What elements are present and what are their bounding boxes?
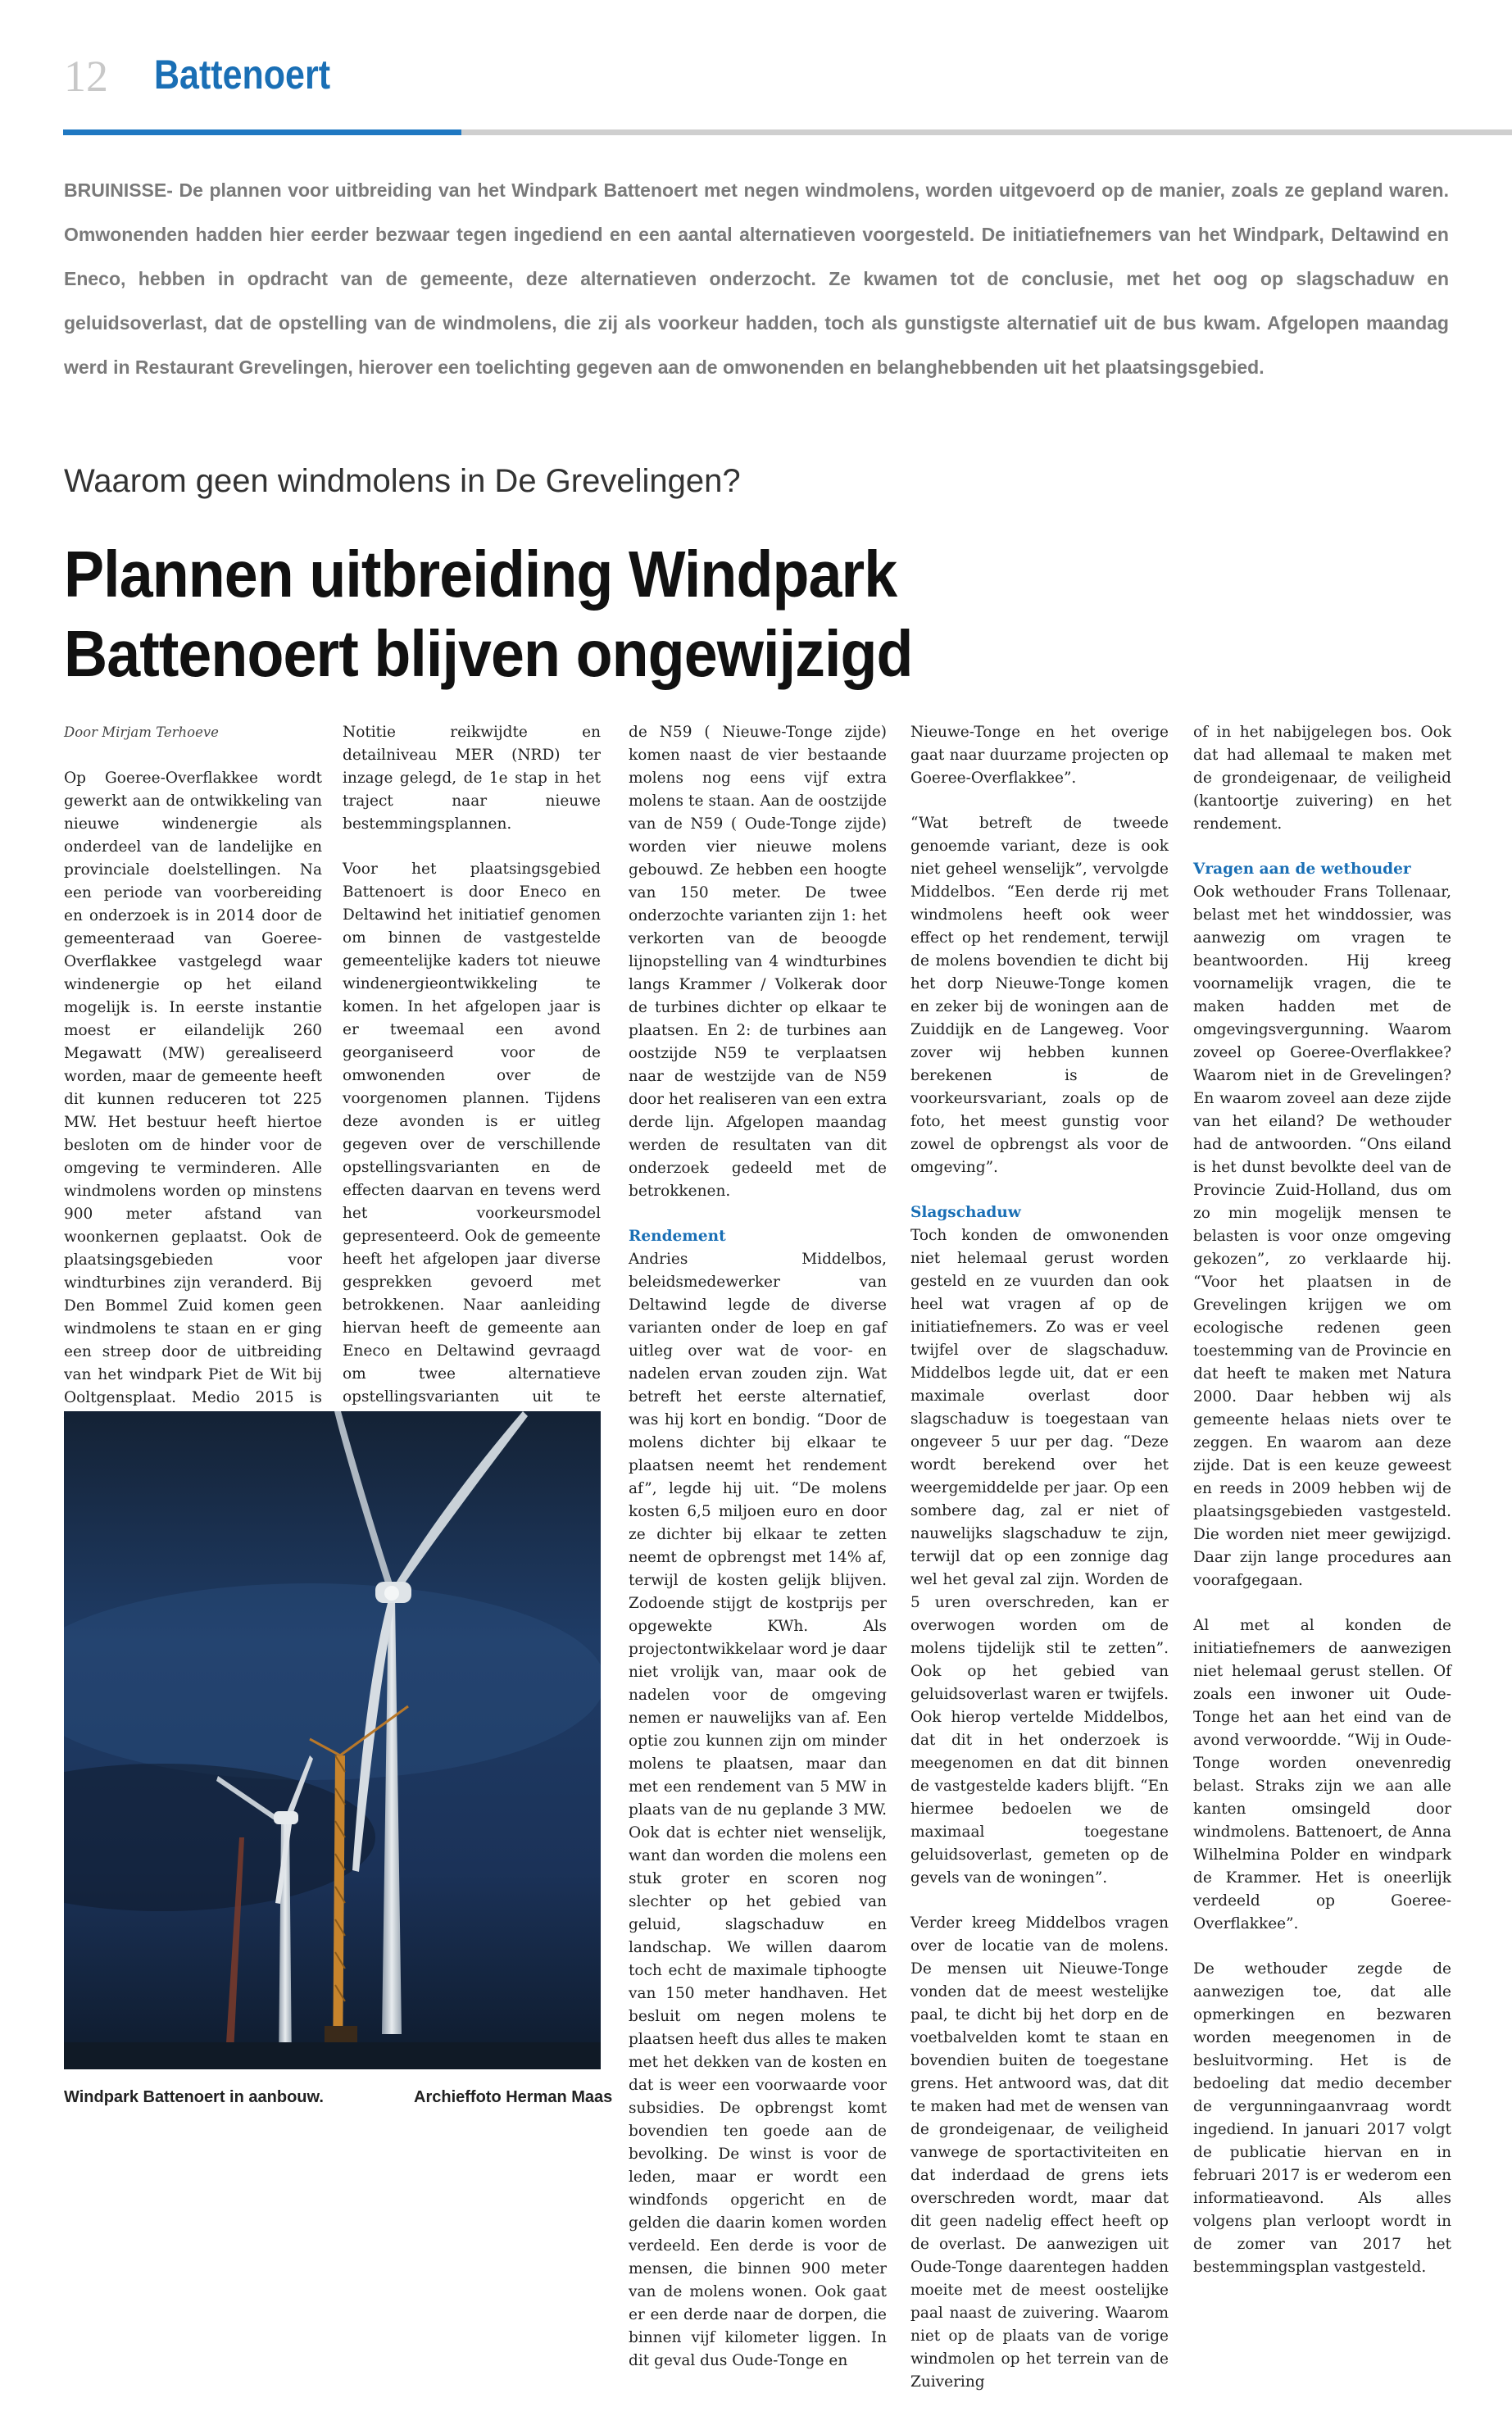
paragraph: Op Goeree-Overflakkee wordt gewerkt aan de ontwikkeling van nieuwe windenergie als onderdeel van de landelijke en provinciale doelstellingen. Na een periode van voorbereiding en onderzoek is in 2014 door de gemeenteraad van Goeree-Overflakkee vastgelegd waar windenergie op het eiland mogelijk is. In eerste instantie moest er eilandelijk 260 Megawatt (MW) gerealiseerd worden, maar de gemeente heeft dit kunnen reduceren tot 225 MW. Het bestuur heeft hiertoe besloten om de hinder voor de omgeving te verminderen. Alle windmolens worden op minstens 900 meter afstand van woonkernen geplaatst. Ook de plaatsingsgebieden voor windturbines zijn veranderd. Bij Den Bommel Zuid komen geen windmolens te staan en er ging een streep door de uitbreiding van het windpark Piet de Wit bij Ooltgensplaat. Medio 2015 is	[64, 770, 322, 1406]
paragraph: Voor het plaatsingsgebied Battenoert is door Eneco en Deltawind het initiatief genomen om binnen de vastgestelde gemeentelijke kaders tot nieuwe windenergieontwikkeling te komen. In het afgelopen jaar is er tweemaal een avond georganiseerd voor de omwonenden over de voorgenomen plannen. Tijdens deze avonden is er uitleg gegeven over de verschillende opstellingsvarianten en de effecten daarvan en tevens werd het voorkeursmodel gepresenteerd. Ook de gemeente heeft het afgelopen jaar diverse gesprekken gevoerd met betrokkenen. Naar aanleiding hiervan heeft de gemeente aan Eneco en Deltawind gevraagd om twee alternatieve opstellingsvarianten uit te	[343, 861, 601, 1406]
header-rule-accent	[63, 129, 461, 135]
subheading-slagschaduw: Slagschaduw	[910, 1204, 1021, 1221]
column-1	[64, 721, 322, 1524]
kicker: Waarom geen windmolens in De Grevelingen?	[64, 463, 741, 499]
paragraph: Al met al konden de initiatiefnemers de aanwezigen niet helemaal gerust stellen. Of zoals een inwoner uit Oude-Tonge het aan het eind van de avond verwoordde. “Wij in Oude-Tonge worden onevenredig belast. Straks zijn we aan alle kanten omsingeld door windmolens. Battenoert, de Anna Wilhelmina Polder en windpark de Krammer. Het is oneerlijk verdeeld op Goeree-Overflakkee”.	[1193, 1617, 1451, 1932]
paragraph: Notitie reikwijdte en detailniveau MER (NRD) ter inzage gelegd, de 1e stap in het traject naar nieuwe bestemmingsplannen.	[343, 724, 601, 833]
paragraph: “Wat betreft de tweede genoemde variant, deze is ook niet geheel wenselijk”, vervolgde Middelbos. “Een derde rij met windmolens heeft ook weer effect op het rendement, terwijl de molens bovendien te dicht bij het dorp Nieuwe-Tonge komen en zeker bij de woningen aan de Zuiddijk en de Langeweg. Voor zover wij hebben kunnen berekenen is de voorkeursvariant, zoals op de foto, het meest gunstig voor zowel de opbrengst als voor de omgeving”.	[910, 815, 1169, 1176]
intro-paragraph: BRUINISSE- De plannen voor uitbreiding van het Windpark Battenoert met negen windmolens, worden uitgevoerd op de manier, zoals ze gepland waren. Omwonenden hadden hier eerder bezwaar tegen ingediend en een aantal alternatieven voorgesteld. De initiatiefnemers van het Windpark, Deltawind en Eneco, hebben in opdracht van de gemeente, deze alternatieven onderzocht. Ze kwamen tot de conclusie, met het oog op slagschaduw en geluidsoverlast, dat de opstelling van de windmolens, die zij als voorkeur hadden, toch als gunstigste alternatief uit de bus kwam. Afgelopen maandag werd in Restaurant Grevelingen, hierover een toelichting gegeven aan de omwonenden en belanghebbenden uit het plaatsingsgebied.	[64, 179, 1449, 378]
photo-caption: Windpark Battenoert in aanbouw.	[64, 2088, 324, 2106]
paragraph: Ook wethouder Frans Tollenaar, belast met het winddossier, was aanwezig om vragen te beantwoorden. Hij kreeg voornamelijk vragen, die te maken hadden met de omgevingsvergunning. Waarom zoveel op Goeree-Overflakkee? Waarom niet in de Grevelingen? En waarom zoveel aan deze zijde van het eiland? De wethouder had de antwoorden. “Ons eiland is het dunst bevolkte deel van de Provincie Zuid-Holland, dus om zo min mogelijk mensen te belasten is voor onze omgeving gekozen”, zo verklaarde hij. “Voor het plaatsen in de Grevelingen krijgen we om ecologische redenen geen toestemming van de Provincie en dat heeft te maken met Natura 2000. Daar hebben wij als gemeente helaas niets over te zeggen. En waarom aan deze zijde. Dat is een keuze geweest en reeds in 2009 hebben wij de plaatsingsgebieden vastgesteld. Die worden niet meer gewijzigd. Daar zijn lange procedures aan voorafgegaan.	[1193, 883, 1451, 1589]
page-number: 12	[64, 52, 108, 101]
column-3	[629, 721, 887, 2395]
headline-line-2: Battenoert blijven ongewijzigd	[64, 617, 913, 690]
paragraph: De wethouder zegde de aanwezigen toe, dat alle opmerkingen en bezwaren worden meegenomen in de besluitvorming. Het is de bedoeling dat medio december de vergunningaanvraag wordt ingediend. In januari 2017 volgt de publicatie hiervan en in februari 2017 is er wederom een informatieavond. Als alles volgens plan verloopt wordt in de zomer van 2017 het bestemmingsplan vastgesteld.	[1193, 1960, 1451, 2276]
subheading-wethouder: Vragen aan de wethouder	[1193, 861, 1411, 878]
headline-line-1: Plannen uitbreiding Windpark	[64, 538, 897, 611]
column-4	[910, 721, 1169, 2416]
paragraph: Toch konden de omwonenden niet helemaal gerust worden gesteld en ze vuurden dan ook heel wat vragen af op de initiatiefnemers. Zo was er veel twijfel over de slagschaduw. Middelbos legde uit, dat er een maximale overlast door slagschaduw is toegestaan van ongeveer 5 uur per dag. “Deze wordt berekend over het weergemiddelde per jaar. Op een sombere dag, zal er niet of nauwelijks slagschaduw te zijn, terwijl dat op een zonnige dag wel het geval zal zijn. Worden de 5 uren overschreden, kan er overwogen worden om de molens tijdelijk stil te zetten”. Ook op het gebied van geluidsoverlast waren er twijfels. Ook hierop vertelde Middelbos, dat dit in het onderzoek is meegenomen en dat dit binnen de vastgestelde kaders blijft. “En hiermee bedoelen we de maximaal toegestane geluidsoverlast, gemeten op de gevels van de woningen”.	[910, 1227, 1169, 1887]
paragraph: Verder kreeg Middelbos vragen over de locatie van de molens. De mensen uit Nieuwe-Tonge vonden dat de meest westelijke paal, te dicht bij het dorp en de voetbalvelden komt te staan en bovendien buiten de toegestane grens. Het antwoord was, dat dit te maken had met de wensen van de grondeigenaar, de veiligheid vanwege de sportactiviteiten en dat inderdaad de grens iets overschreden wordt, maar dat dit geen nadelig effect heeft op de overlast. De aanwezigen uit Oude-Tonge daarentegen hadden moeite met de meest oostelijke paal naast de zuivering. Waarom niet op de plaats van de vorige windmolen op het terrein van de Zuivering	[910, 1914, 1169, 2391]
windpark-photo	[64, 1411, 601, 2069]
section-title: Battenoert	[154, 52, 331, 98]
paragraph: Nieuwe-Tonge en het overige gaat naar duurzame projecten op Goeree-Overflakkee”.	[910, 724, 1169, 787]
paragraph: of in het nabijgelegen bos. Ook dat had allemaal te maken met de grondeigenaar, de veiligheid (kantoortje zuivering) en het rendement.	[1193, 724, 1451, 833]
column-5	[1193, 721, 1451, 2301]
header-rule	[461, 129, 1512, 135]
wind-turbines-illustration	[64, 1411, 601, 2069]
paragraph: de N59 ( Nieuwe-Tonge zijde) komen naast de vier bestaande molens nog eens vijf extra molens te staan. Aan de oostzijde van de N59 ( Oude-Tonge zijde) worden vier nieuwe molens gebouwd. Ze hebben een hoogte van 150 meter. De twee onderzochte varianten zijn 1: het verkorten van de beoogde lijnopstelling van 4 windturbines langs Krammer / Volkerak door de turbines dichter op elkaar te plaatsen. En 2: de turbines aan oostzijde N59 te verplaatsen naar de westzijde van de N59 door het realiseren van een extra derde lijn. Afgelopen maandag werden de resultaten van dit onderzoek gedeeld met de betrokkenen.	[629, 724, 887, 1200]
subheading-rendement: Rendement	[629, 1228, 726, 1245]
paragraph: Andries Middelbos, beleidsmedewerker van Deltawind legde de diverse varianten onder de loep en gaf uitleg over wat de voor- en nadelen ervan zouden zijn. Wat betreft het eerste alternatief, was hij kort en bondig. “Door de molens dichter bij elkaar te plaatsen neemt het rendement af”, legde hij uit. “De molens kosten 6,5 miljoen euro en door ze dichter bij elkaar te zetten neemt de opbrengst met 14% af, terwijl de kosten gelijk blijven. Zodoende stijgt de kostprijs per opgewekte KWh. Als projectontwikkelaar word je daar niet vrolijk van, maar ook de nadelen voor de omgeving nemen er nauwelijks van af. Een optie zou kunnen zijn om minder molens te plaatsen, maar dan met een rendement van 5 MW in plaats van de nu geplande 3 MW. Ook dat is echter niet wenselijk, want dan worden die molens een stuk groter en scoren nog slechter op het gebied van geluid, slagschaduw en landschap. We willen daarom toch echt de maximale tiphoogte van 150 meter handhaven. Het besluit om negen molens te plaatsen heeft dus alles te maken met het dekken van de kosten en dat is weer een voorwaarde voor subsidies. De opbrengst komt bovendien ten goede aan de bevolking. De winst is voor de leden, maar er wordt een windfonds opgericht en de gelden die daarin komen worden verdeeld. Een derde is voor de mensen, die binnen 900 meter van de molens wonen. Ook gaat er een derde naar de dorpen, die binnen vijf kilometer liggen. In dit geval dus Oude-Tonge en	[629, 1251, 887, 2369]
photo-credit: Archieffoto Herman Maas	[414, 2088, 613, 2106]
headline	[64, 534, 1195, 693]
byline: Door Mirjam Terhoeve	[64, 724, 219, 740]
